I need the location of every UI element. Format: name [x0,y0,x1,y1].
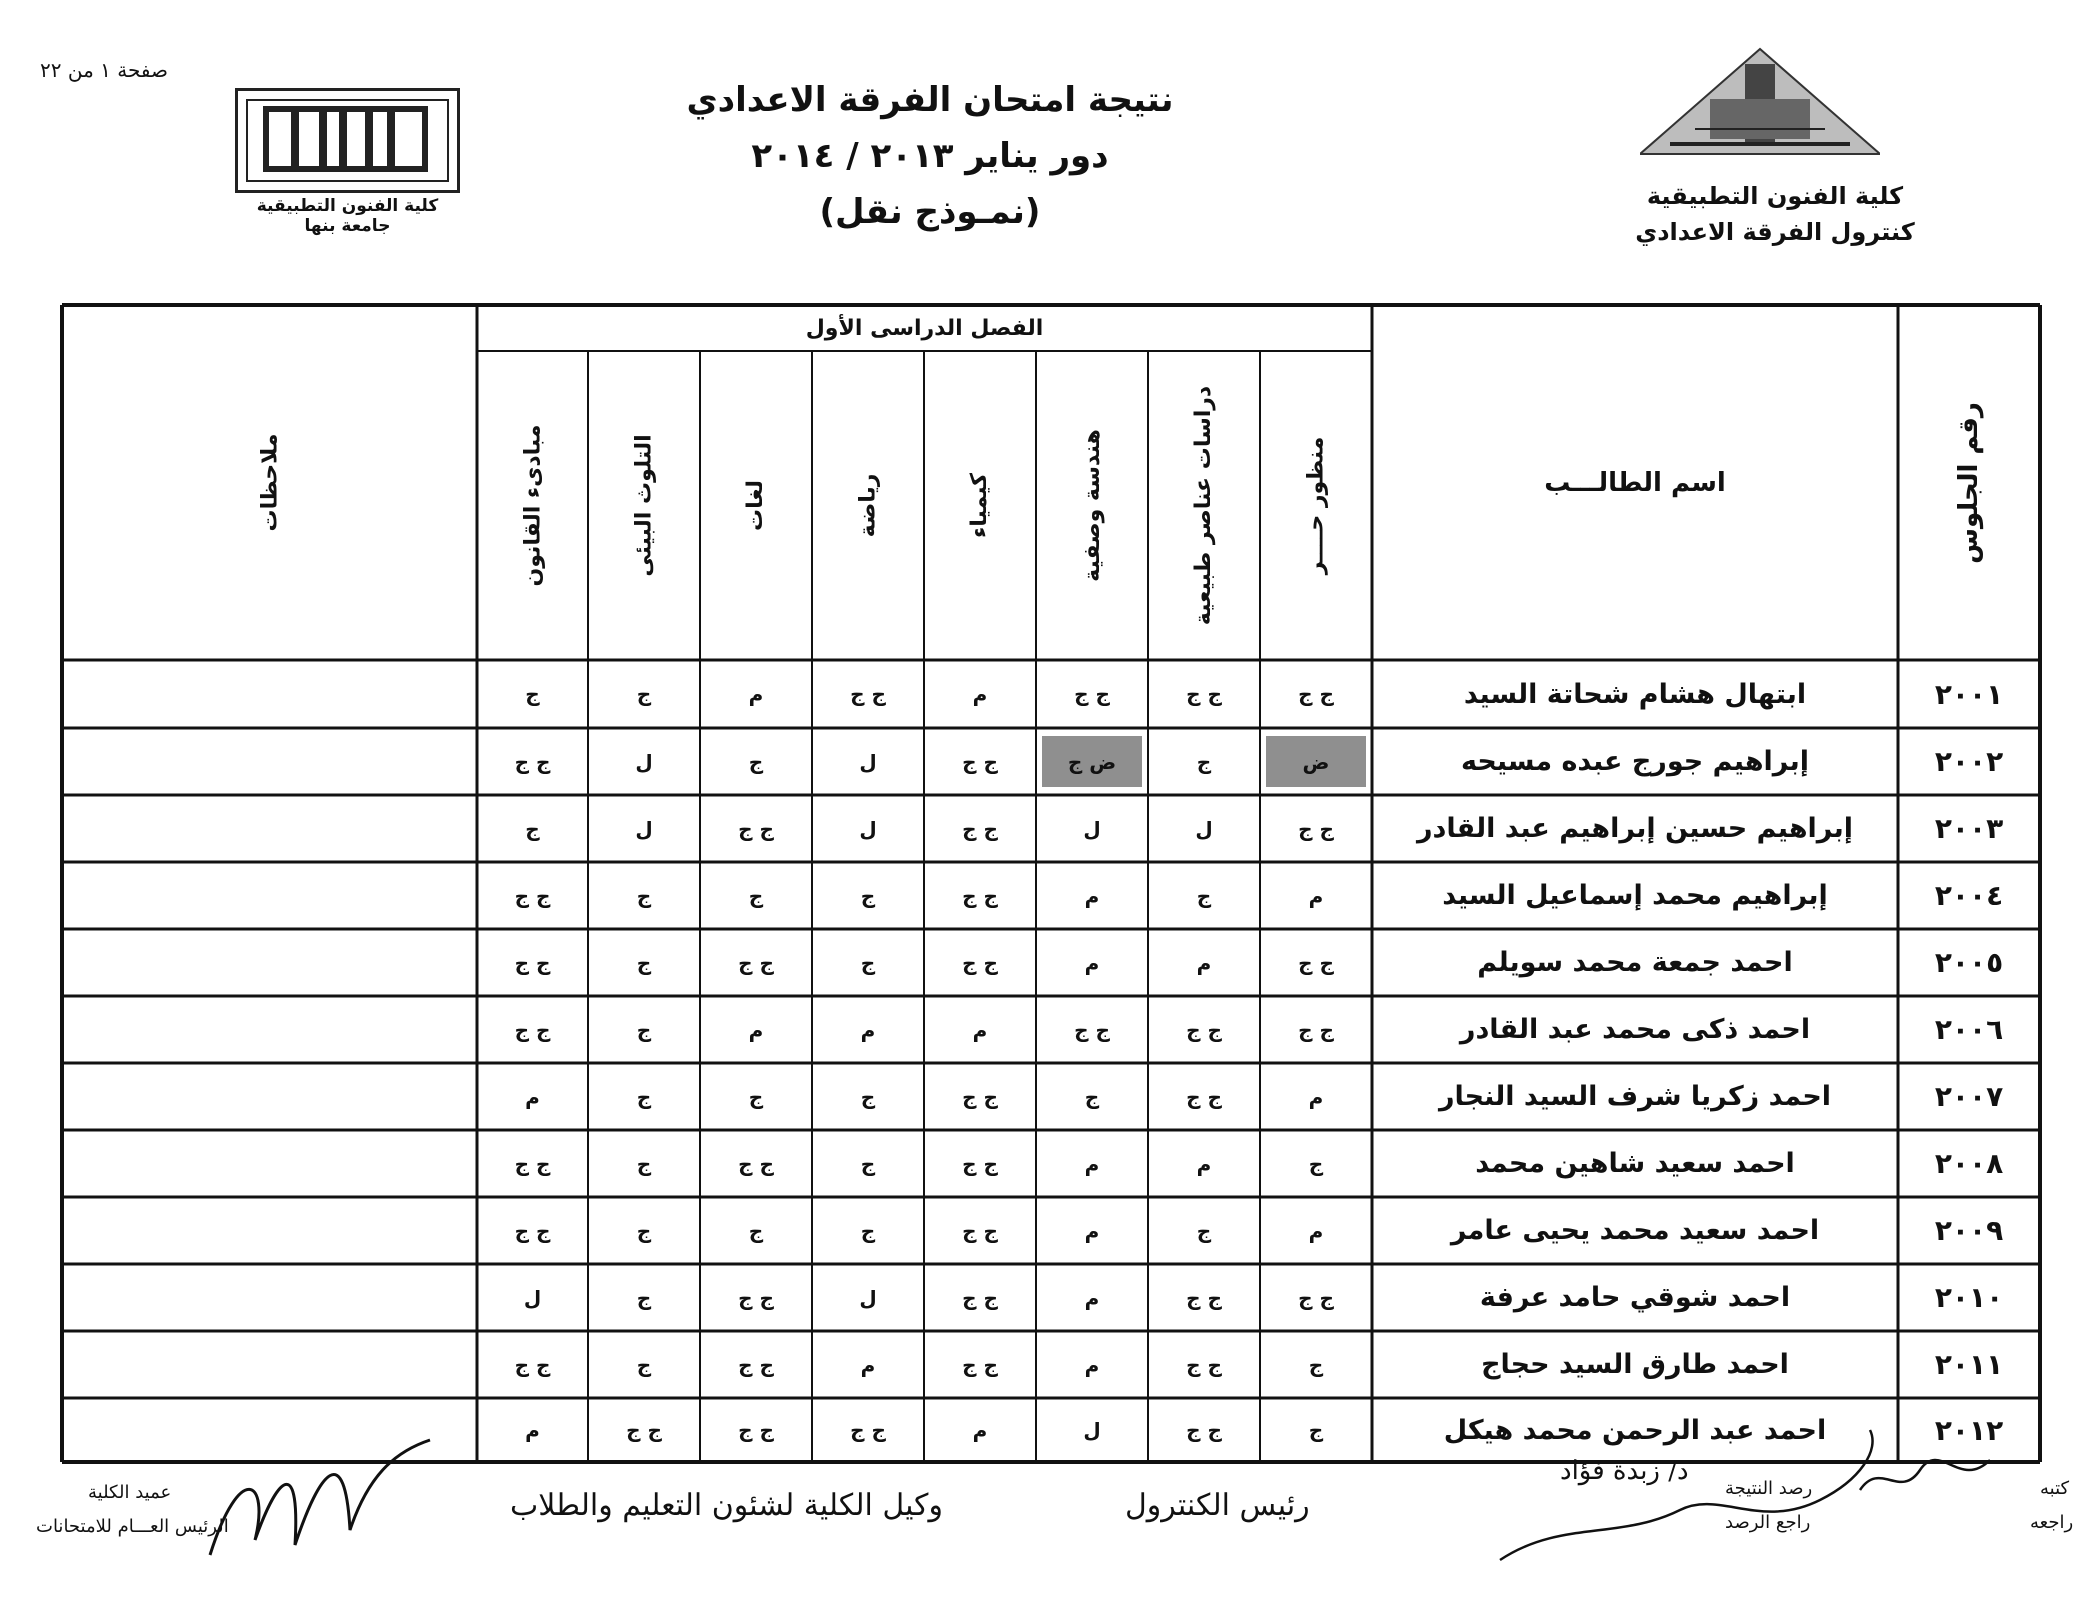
seat-number: ٢٠١١ [1934,1348,2004,1381]
grade-cell: ج ج [1074,682,1110,706]
grade-cell: ج ج [1186,1352,1222,1377]
seat-number: ٢٠١٢ [1934,1413,2004,1447]
grade-cell: ج ج [514,883,551,908]
logo-college-name: كلية الفنون التطبيقية [256,196,439,216]
result-recorded-label: رصد النتيجة [1725,1478,1813,1499]
student-name: احمد سعيد محمد يحيى عامر [1450,1215,1820,1246]
notes-cell [62,660,477,728]
grade-cell: ج [860,1151,876,1176]
grade-cell: ج ج [514,1017,551,1042]
grade-cell: م [1084,1352,1100,1377]
subject-header: منظور حــــر [1303,436,1329,575]
grade-cell: ل [859,749,877,774]
grade-cell: م [748,682,764,706]
seat-number: ٢٠٠٣ [1934,812,2004,845]
notes-cell [62,1063,477,1130]
grade-cell: ل [1195,816,1213,841]
grade-cell: ج ج [962,749,998,774]
grade-cell: ج ج [738,1352,774,1377]
grade-cell: م [525,1084,540,1109]
grade-cell: ج [748,1084,764,1109]
grade-cell: م [1308,1218,1324,1243]
grade-cell: ج [860,1218,876,1243]
grade-cell: ج [636,1218,652,1243]
grade-cell: ج ج [514,749,551,774]
grade-cell: ل [1083,816,1101,841]
grade-cell: ج [636,883,652,908]
subject-header: لغات [743,479,769,532]
reviewed-by-label: راجعه [2030,1512,2074,1533]
grade-cell: ج ج [962,1285,998,1310]
student-name: احمد شوقي حامد عرفة [1479,1282,1791,1313]
college-name: كلية الفنون التطبيقية [1646,182,1904,210]
grade-cell: ج [748,1218,764,1243]
grade-cell: ج ج [514,1352,551,1377]
grade-cell: ج ج [1186,1084,1222,1109]
title-line-2: دور يناير ٢٠١٣ / ٢٠١٤ [751,136,1109,176]
seat-number: ٢٠٠٢ [1934,745,2004,778]
written-by-label: كتبه [2040,1478,2070,1499]
grade-cell: ج [636,682,652,706]
control-head-signature: رئيس الكنترول [1125,1488,1310,1523]
grade-cell: ج ج [738,1151,774,1176]
grade-cell: م [972,682,988,706]
grade-cell: ل [523,1285,542,1310]
student-name: احمد عبد الرحمن محمد هيكل [1443,1414,1827,1446]
subject-header: هندسة وصفية [1079,429,1105,582]
grade-cell: ج [748,749,764,774]
grade-cell: م [1084,1285,1100,1310]
grade-cell: م [1084,1151,1100,1176]
grade-cell: ج ج [1186,682,1222,706]
grade-cell: م [972,1418,988,1442]
seat-number: ٢٠٠٤ [1934,879,2004,912]
seat-number: ٢٠٠١ [1934,677,2004,711]
notes-cell [62,996,477,1063]
seat-number: ٢٠٠٦ [1934,1013,2004,1046]
grade-cell: ج [1196,1218,1212,1243]
grade-cell: م [1196,1151,1212,1176]
grade-cell: ج [525,816,540,841]
grade-cell: ج [1308,1352,1324,1377]
grade-cell: ج ج [962,950,998,975]
grade-cell: ج [1196,749,1212,774]
notes-header: ملاحظات [257,433,283,532]
grade-cell: ج [1308,1151,1324,1176]
student-name-header: اسم الطالـــب [1544,467,1726,498]
writer-handwritten-name: د/ زبدة فؤاد [1560,1456,1689,1486]
grade-cell: ج ج [1298,816,1334,841]
student-name: احمد ذكى محمد عبد القادر [1459,1014,1811,1045]
seat-number: ٢٠٠٧ [1934,1080,2004,1113]
grade-cell: م [1308,1084,1324,1109]
notes-cell [62,1398,477,1462]
notes-cell [62,1197,477,1264]
seat-number: ٢٠١٠ [1934,1281,2004,1314]
grade-cell: ج [1084,1084,1100,1109]
grade-cell: ج ج [738,950,774,975]
grade-cell: ج [636,1285,652,1310]
grade-cell: ج [1308,1418,1324,1442]
student-name: إبراهيم محمد إسماعيل السيد [1442,880,1828,911]
title-line-1: نتيجة امتحان الفرقة الاعدادي [686,80,1174,120]
grade-cell: ج ج [962,1218,998,1243]
grade-cell: ل [1083,1418,1101,1442]
notes-cell [62,1264,477,1331]
grade-cell: ج [636,950,652,975]
notes-cell [62,862,477,929]
grade-cell: ج ج [1186,1418,1222,1442]
notes-cell [62,728,477,795]
grade-cell: م [1084,883,1100,908]
notes-cell [62,1130,477,1197]
subject-header: كيمياء [967,472,993,539]
grade-cell: م [525,1418,540,1442]
logo-university-name: جامعة بنها [304,216,391,236]
grade-cell: ج [636,1084,652,1109]
vice-dean-signature: وكيل الكلية لشئون التعليم والطلاب [510,1488,943,1523]
control-name: كنترول الفرقة الاعدادي [1635,218,1915,246]
grade-cell: ج ج [1298,1285,1334,1310]
grade-cell: ج [860,883,876,908]
student-name: احمد سعيد شاهين محمد [1475,1148,1795,1179]
grade-cell: ج ج [1298,682,1334,706]
grade-cell: ج [1196,883,1212,908]
seat-number: ٢٠٠٥ [1934,946,2004,979]
grade-cell: ج [525,682,540,706]
grade-cell: م [860,1352,876,1377]
grade-cell: ل [859,1285,877,1310]
grade-cell: ج ج [1298,950,1334,975]
notes-cell [62,795,477,862]
grade-cell: ج ج [1074,1017,1110,1042]
grade-cell: ل [635,749,653,774]
grade-cell: ج ج [962,1352,998,1377]
grade-cell: ج ج [626,1418,662,1442]
grade-cell: م [748,1017,764,1042]
notes-cell [62,1331,477,1398]
grade-cell: ج ج [962,816,998,841]
grade-cell: م [1084,950,1100,975]
seat-number: ٢٠٠٨ [1934,1147,2004,1180]
grade-cell: ج [860,1084,876,1109]
grade-cell: ج ج [962,1084,998,1109]
grade-cell: ج [636,1017,652,1042]
grade-cell: ج ج [514,950,551,975]
grade-cell: ج ج [1298,1017,1334,1042]
seat-number-header: رقم الجلوس [1953,401,1984,564]
student-name: إبراهيم جورج عبده مسيحه [1461,746,1809,777]
grade-cell: م [972,1017,988,1042]
grade-cell: ج ج [962,883,998,908]
grade-cell: ج ج [1186,1017,1222,1042]
seat-number: ٢٠٠٩ [1934,1214,2004,1247]
recording-reviewed-label: راجع الرصد [1725,1512,1811,1533]
grade-cell: ل [859,816,877,841]
grade-cell: ج [636,1352,652,1377]
student-name: إبراهيم حسين إبراهيم عبد القادر [1417,813,1853,844]
grade-cell: ج ج [738,816,774,841]
grade-cell: ج ج [514,1218,551,1243]
grade-cell: ج [860,950,876,975]
subject-header: رياضة [855,473,881,538]
page-number: صفحة ١ من ٢٢ [40,58,168,82]
grade-cell: ج [636,1151,652,1176]
grade-cell: ج ج [1186,1285,1222,1310]
exams-head-label: الرئيس العـــام للامتحانات [36,1516,229,1537]
semester-header: الفصل الدراسى الأول [805,315,1044,341]
grade-cell: ض [1266,736,1366,787]
grade-cell: ض ج [1042,736,1142,787]
student-name: ابتهال هشام شحاتة السيد [1463,678,1807,710]
student-name: احمد جمعة محمد سويلم [1477,947,1793,978]
dean-label: عميد الكلية [88,1482,172,1503]
grade-cell: م [1308,883,1324,908]
grade-cell: ج ج [962,1151,998,1176]
subject-header: التلوث البيئى [631,434,657,577]
grade-cell: ج ج [514,1151,551,1176]
grade-cell: ل [635,816,653,841]
grade-cell: م [1196,950,1212,975]
title-line-3: (نمـوذج نقل) [819,192,1041,232]
grade-cell: ج [748,883,764,908]
grade-cell: ج ج [850,1418,886,1442]
student-name: احمد طارق السيد حجاج [1481,1349,1789,1380]
grade-cell: ج ج [738,1418,774,1442]
subject-header: دراسات عناصر طبيعية [1191,385,1217,626]
grade-cell: م [1084,1218,1100,1243]
subject-header: مبادىء القانون [520,424,546,587]
grade-cell: م [860,1017,876,1042]
grade-cell: ج ج [850,682,886,706]
grade-cell: ج ج [738,1285,774,1310]
student-name: احمد زكريا شرف السيد النجار [1438,1081,1832,1112]
notes-cell [62,929,477,996]
